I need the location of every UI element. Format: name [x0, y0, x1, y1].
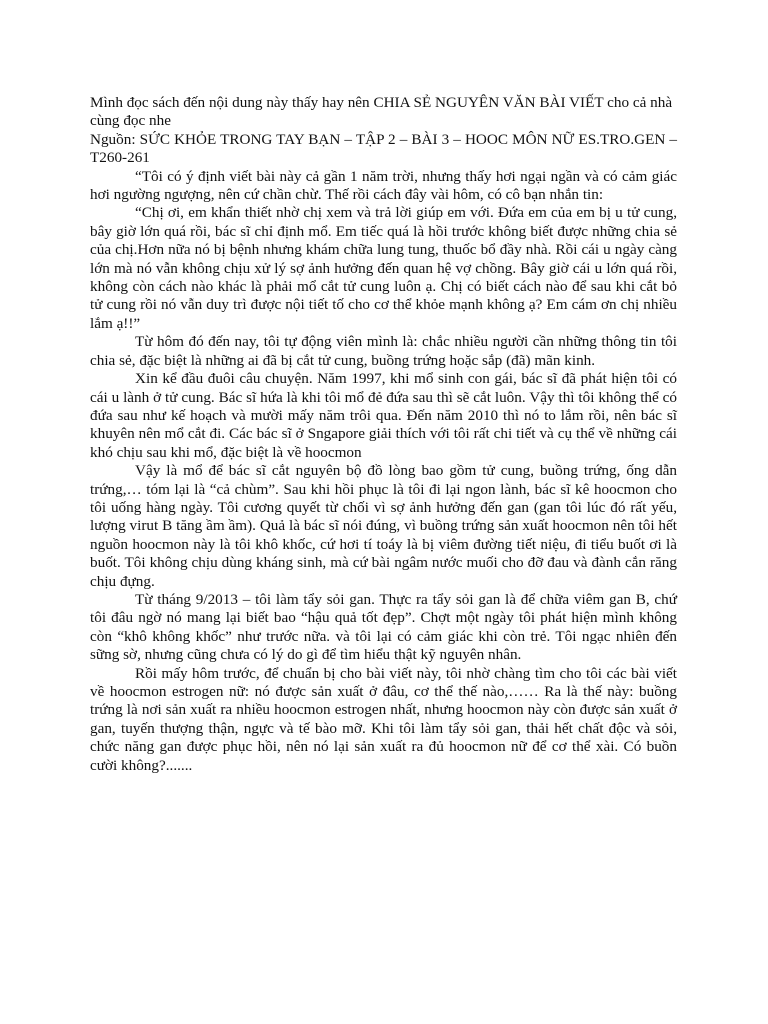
paragraph-4: Xin kể đầu đuôi câu chuyện. Năm 1997, khi mổ sinh con gái, bác sĩ đã phát hiện tôi có cái u lành ở tử cung. Bác sĩ hứa là khi tôi mổ đẻ đứa sau thì sẽ cắt luôn. Vậy thì tôi không thể có đứa sau như kế hoạch và mười mấy năm trôi qua. Đến năm 2010 thì nó to lắm rồi, nên bác sĩ khuyên nên mổ cắt đi. Các bác sĩ ở Sngapore giải thích với tôi rất chi tiết và cụ thể về những cái khó chịu sau khi mổ, đặc biệt là về hoocmon: [90, 370, 677, 461]
document-page: [90, 94, 677, 775]
paragraph-2-quoted-message: “Chị ơi, em khẩn thiết nhờ chị xem và trả lời giúp em với. Đứa em của em bị u tử cung, bây giờ lớn quá rồi, bác sĩ chỉ định mổ. Em tiếc quá là hồi trước không biết được những chia sẻ của chị.Hơn nữa nó bị bệnh nhưng khám chữa lung tung, thuốc bổ đầy nhà. Rồi cái u ngày càng lớn mà nó vẫn không chịu xử lý sợ ảnh hưởng đến quan hệ vợ chồng. Bây giờ cái u lớn quá rồi, không còn cách nào khác là phải mổ cắt tử cung luôn ạ. Chị có biết cách nào để sau khi cắt bỏ tử cung rồi nó vẫn duy trì được nội tiết tố cho cơ thể khỏe mạnh không ạ? Em cám ơn chị nhiều lắm ạ!!”: [90, 204, 677, 332]
paragraph-3: Từ hôm đó đến nay, tôi tự động viên mình là: chắc nhiều người cần những thông tin tôi chia sẻ, đặc biệt là những ai đã bị cắt tử cung, buồng trứng hoặc sắp (đã) mãn kinh.: [90, 333, 677, 369]
paragraph-7: Rồi mấy hôm trước, để chuẩn bị cho bài viết này, tôi nhờ chàng tìm cho tôi các bài viết về hoocmon estrogen nữ: nó được sản xuất ở đâu, cơ thể thế nào,…… Ra là thế này: buồng trứng là nơi sản xuất ra nhiều hoocmon estrogen nhất, nhưng hoocmon này còn được sản xuất ở gan, tuyến thượng thận, ngực và tế bào mỡ. Khi tôi làm tẩy sỏi gan, thải hết chất độc và sỏi, chức năng gan được phục hồi, nên nó lại sản xuất ra đủ hoocmon nữ để cơ thể xài. Có buồn cười không?.......: [90, 664, 677, 774]
intro-line: Mình đọc sách đến nội dung này thấy hay nên CHIA SẺ NGUYÊN VĂN BÀI VIẾT cho cả nhà cùng đọc nhe: [90, 94, 673, 130]
source-line: Nguồn: SỨC KHỎE TRONG TAY BẠN – TẬP 2 – BÀI 3 – HOOC MÔN NỮ ES.TRO.GEN – T260-261: [90, 130, 677, 167]
paragraph-5: Vậy là mổ để bác sĩ cắt nguyên bộ đồ lòng bao gồm tử cung, buồng trứng, ống dẫn trứng,… tóm lại là “cả chùm”. Sau khi hồi phục là tôi đi lại ngon lành, bác sĩ kê hoocmon cho tôi uống hàng ngày. Tôi cương quyết từ chối vì sợ ảnh hưởng đến gan (gan tôi lúc đó rất yếu, lượng virut B tăng ầm ầm). Quả là bác sĩ nói đúng, vì buồng trứng sản xuất hoocmon nên tôi hết nguồn hoocmon này là tôi khô khốc, cứ hơi tí toáy là bị viêm đường tiết niệu, đi tiểu buốt ơi là buốt. Tôi không chịu dùng kháng sinh, mà cứ bài ngâm nước muối cho đỡ đau và đành cắn răng chịu đựng.: [90, 462, 677, 590]
paragraph-6: Từ tháng 9/2013 – tôi làm tẩy sỏi gan. Thực ra tẩy sỏi gan là để chữa viêm gan B, chứ tôi đâu ngờ nó mang lại biết bao “hậu quả tốt đẹp”. Chợt một ngày tôi phát hiện mình không còn “khô không khốc” như trước nữa. và tôi lại có cảm giác khi còn trẻ. Tôi ngạc nhiên đến sững sờ, nhưng cũng chưa có lý do gì để tìm hiểu thật kỹ nguyên nhân.: [90, 590, 677, 664]
paragraph-1: “Tôi có ý định viết bài này cả gần 1 năm trời, nhưng thấy hơi ngại ngần và có cảm giác hơi ngường ngượng, nên cứ chần chừ. Thế rồi cách đây vài hôm, có cô bạn nhắn tin:: [90, 167, 677, 204]
